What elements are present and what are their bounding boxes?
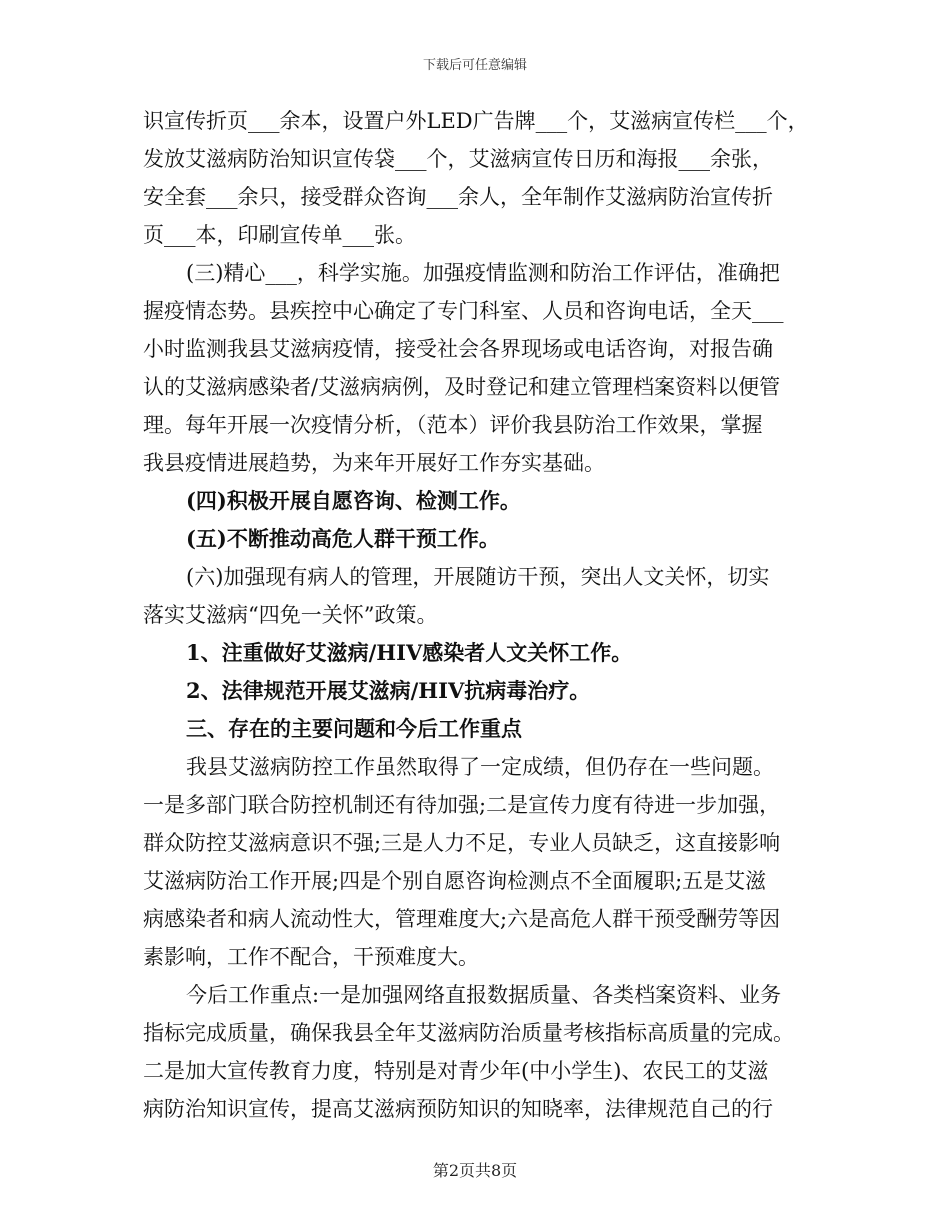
- heading-line: (五)不断推动高危人群干预工作。: [186, 526, 500, 551]
- text-line: 一是多部门联合防控机制还有待加强;二是宣传力度有待进一步加强，: [143, 793, 781, 817]
- text-line: 二是加大宣传教育力度，特别是对青少年(中小学生)、农民工的艾滋: [143, 1059, 769, 1083]
- heading-line: (四)积极开展自愿咨询、检测工作。: [186, 488, 521, 513]
- text-line: 握疫情态势。县疾控中心确定了专门科室、人员和咨询电话，全天___: [143, 299, 784, 323]
- text-line: 艾滋病防治工作开展;四是个别自愿咨询检测点不全面履职;五是艾滋: [143, 869, 767, 893]
- heading-line: 1、注重做好艾滋病/HIV感染者人文关怀工作。: [186, 640, 633, 665]
- text-line: 病感染者和病人流动性大，管理难度大;六是高危人群干预受酬劳等因: [143, 907, 781, 931]
- text-line: (三)精心___，科学实施。加强疫情监测和防治工作评估，准确把: [186, 261, 780, 285]
- text-line: 落实艾滋病“四免一关怀”政策。: [143, 603, 438, 627]
- text-line: 病防治知识宣传，提高艾滋病预防知识的知晓率，法律规范自己的行: [143, 1097, 773, 1121]
- text-line: 理。每年开展一次疫情分析，（范本）评价我县防治工作效果，掌握: [143, 413, 763, 437]
- text-line: 群众防控艾滋病意识不强;三是人力不足，专业人员缺乏，这直接影响: [143, 831, 781, 855]
- text-line: 素影响，工作不配合，干预难度大。: [143, 945, 479, 969]
- text-line: 页___本，印刷宣传单___张。: [143, 223, 416, 247]
- text-line: 我县疫情进展趋势，为来年开展好工作夯实基础。: [143, 451, 605, 475]
- text-line: 小时监测我县艾滋病疫情，接受社会各界现场或电话咨询，对报告确: [143, 337, 773, 361]
- text-line: (六)加强现有病人的管理，开展随访干预，突出人文关怀，切实: [186, 565, 770, 589]
- page-footer: 第2页共8页: [432, 1161, 518, 1180]
- text-line: 我县艾滋病防控工作虽然取得了一定成绩，但仍存在一些问题。: [186, 755, 774, 779]
- page-header: 下载后可任意编辑: [422, 58, 527, 73]
- text-line: 发放艾滋病防治知识宣传袋___个，艾滋病宣传日历和海报___余张，: [143, 147, 773, 171]
- text-line: 认的艾滋病感染者/艾滋病病例，及时登记和建立管理档案资料以便管: [143, 375, 781, 399]
- text-line: 指标完成质量，确保我县全年艾滋病防治质量考核指标高质量的完成。: [143, 1021, 794, 1045]
- heading-line: 三、存在的主要问题和今后工作重点: [186, 716, 522, 741]
- heading-line: 2、法律规范开展艾滋病/HIV抗病毒治疗。: [186, 678, 591, 703]
- document-body: [143, 102, 815, 1128]
- text-line: 今后工作重点:一是加强网络直报数据质量、各类档案资料、业务: [186, 983, 782, 1007]
- text-line: 安全套___余只，接受群众咨询___余人，全年制作艾滋病防治宣传折: [143, 185, 773, 209]
- text-line: 识宣传折页___余本，设置户外LED广告牌___个，艾滋病宣传栏___个，: [143, 109, 809, 133]
